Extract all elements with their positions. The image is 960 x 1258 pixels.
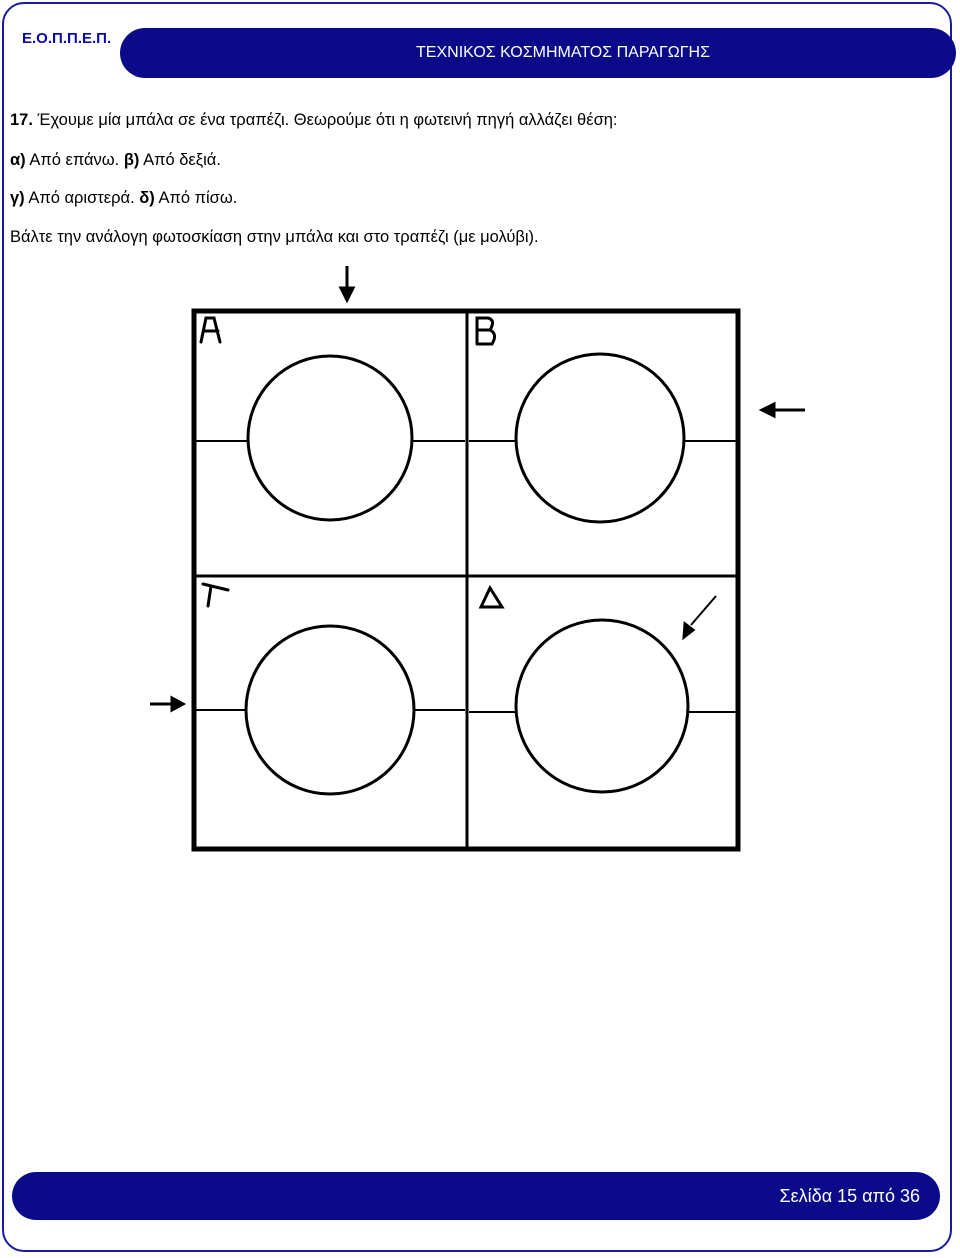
panel-letter-b <box>477 318 495 344</box>
question-line <box>10 112 618 129</box>
arrow-back-shaft <box>691 596 716 625</box>
panel-letter-d <box>481 588 502 607</box>
option-d-text: Από πίσω. <box>154 189 238 207</box>
options-line-2 <box>10 190 237 207</box>
arrow-top-head <box>341 288 353 300</box>
arrow-left-head <box>172 698 183 710</box>
ball-a <box>248 356 412 520</box>
option-a-text: Από επάνω. <box>25 151 124 169</box>
option-c-text: Από αριστερά. <box>24 189 140 207</box>
ball-b <box>516 354 684 522</box>
option-b-label: β) <box>123 151 140 169</box>
option-c-label: γ) <box>10 189 25 207</box>
panel-letter-a <box>201 318 220 342</box>
question-text: Έχουμε μία μπάλα σε ένα τραπέζι. Θεωρούμε ότι η φωτεινή πηγή αλλάζει θέση: <box>32 111 618 129</box>
page-number: Σελίδα 15 από 36 <box>779 1186 920 1206</box>
option-d-label: δ) <box>139 189 155 207</box>
option-a-label: α) <box>10 151 26 169</box>
question-number: 17. <box>10 111 33 129</box>
option-b-text: Από δεξιά. <box>139 151 221 169</box>
header-title: ΤΕΧΝΙΚΟΣ ΚΟΣΜΗΜΑΤΟΣ ΠΑΡΑΓΩΓΗΣ <box>416 44 710 61</box>
instruction: Βάλτε την ανάλογη φωτοσκίαση στην μπάλα και στο τραπέζι (με μολύβι). <box>10 228 539 246</box>
ball-on-table-figure <box>140 258 820 858</box>
org-name: Ε.Ο.Π.Π.Ε.Π. <box>22 30 112 47</box>
ball-d <box>516 620 688 792</box>
options-line-1 <box>10 152 221 169</box>
ball-c <box>246 626 414 794</box>
arrow-back-head <box>684 624 693 637</box>
arrow-right-head <box>762 404 774 416</box>
panel-letter-c <box>203 584 228 606</box>
